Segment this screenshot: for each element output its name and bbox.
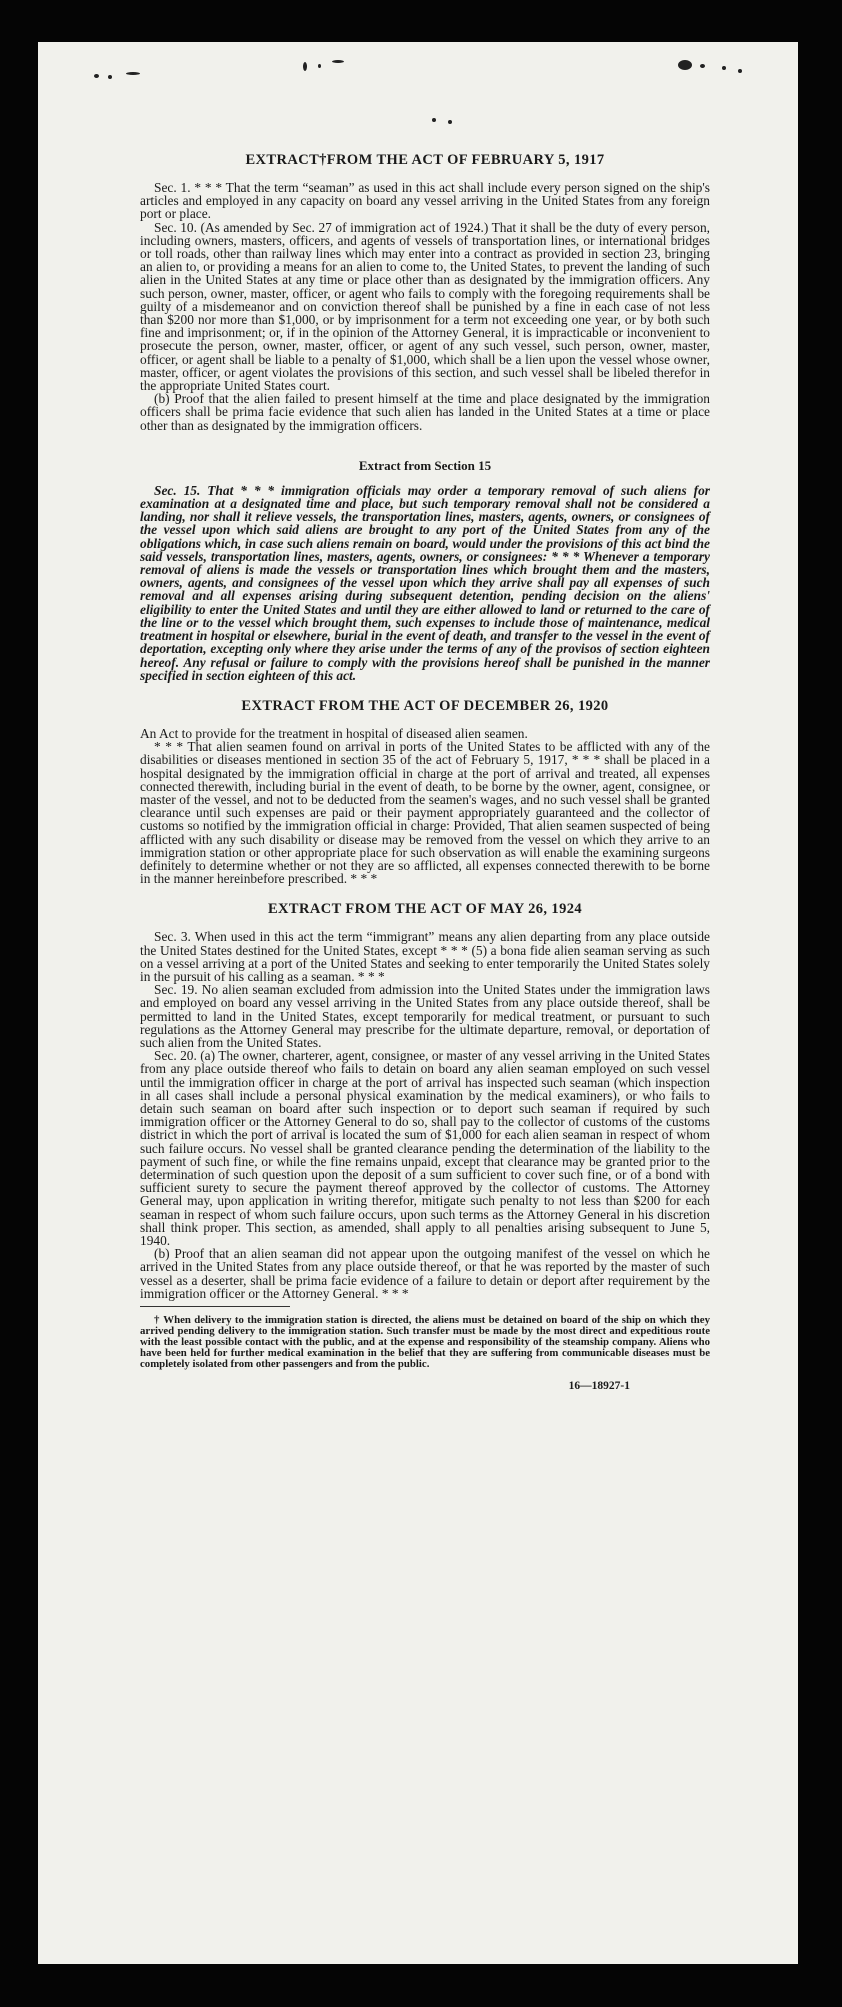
paragraph-sec-10: Sec. 10. (As amended by Sec. 27 of immigration act of 1924.) That it shall be the duty of every person, including owners, masters, officers, and agents of vessels of transportation lines, or international bridges or toll roads, other than railway lines which may enter into a contract as provided in section 23, bringing an alien to, or providing a means for an alien to come to, the United States, to prevent the landing of such alien in the United States at any time or place other than as designated by the immigration officers. Any such person, owner, master, officer, or agent who fails to comply with the foregoing requirements shall be guilty of a misdemeanor and on conviction thereof shall be punished by a fine in each case of not less than $200 nor more than $1,000, or by imprisonment for a term not exceeding one year, or by both such fine and imprisonment; or, if in the opinion of the Attorney General, it is impracticable or inconvenient to prosecute the person, owner, master, officer, or agent of any such vessel, such person, owner, master, officer, or agent shall be liable to a penalty of $1,000, which shall be a lien upon the vessel whose owner, master, officer, or agent violates the provisions of this section, and such vessel shall be libeled therefor in the appropriate United States court. <box>140 219 710 394</box>
scan-speck <box>700 64 705 68</box>
paragraph-sec-20-a: Sec. 20. (a) The owner, charterer, agent, consignee, or master of any vessel arriving in the United States from any place outside thereof who fails to detain on board any alien seaman employed on such vessel until the immigration officer in charge at the port of arrival has inspected such seaman (which inspection in all cases shall include a personal physical examination by the medical examiners), or who fails to detain such seaman on board after such inspection or to deport such seaman if required by such immigration officer or the Attorney General to do so, shall pay to the collector of customs of the customs district in which the port of arrival is located the sum of $1,000 for each alien seaman in respect of whom such failure occurs. No vessel shall be granted clearance pending the determination of the liability to the payment of such fine, or while the fine remains unpaid, except that clearance may be granted prior to the determination of such question upon the deposit of a sum sufficient to cover such fine, or of a bond with sufficient surety to secure the payment thereof approved by the collector of customs. The Attorney General may, upon application in writing therefor, mitigate such penalty to not less than $200 for each seaman in respect of whom such failure occurs, upon such terms as the Attorney General in his discretion shall think proper. This section, as amended, shall apply to all penalties arising subsequent to June 5, 1940. <box>140 1048 710 1249</box>
scan-speck <box>738 69 742 73</box>
document-body <box>140 152 710 1392</box>
paragraph-act-title: An Act to provide for the treatment in hospital of diseased alien seamen. <box>140 725 528 741</box>
scan-speck <box>332 60 344 63</box>
scan-speck <box>722 66 726 70</box>
scan-speck <box>126 72 140 75</box>
footnote <box>140 1315 710 1370</box>
scan-speck <box>303 62 307 71</box>
paragraph-sec-20-b: (b) Proof that an alien seaman did not appear upon the outgoing manifest of the vessel on which he arrived in the United States from any place outside thereof, or that he was reported by the master of such vessel as a deserter, shall be prima facie evidence of a failure to detain or deport after requirement by the immigration officer or the Attorney General. * * * <box>140 1246 710 1301</box>
paragraph-sec-10-b: (b) Proof that the alien failed to present himself at the time and place designated by the immigration officers shall be prima facie evidence that such alien has landed in the United States at a time or place other than as designated by the immigration officers. <box>140 391 710 433</box>
footnote-text: † When delivery to the immigration station is directed, the aliens must be detained on board of the ship on which they arrived pending delivery to the immigration station. Such transfer must be made by the most direct and expeditious route with the least possible contact with the public, and at the expense and responsibility of the steamship company. Aliens who have been held for further medical examination in the belief that they are suffering from communicable diseases must be completely isolated from other passengers and from the public. <box>140 1314 710 1371</box>
scan-speck <box>318 64 321 68</box>
paragraph-hospital-treatment: * * * That alien seamen found on arrival in ports of the United States to be afflicted with any of the disabilities or diseases mentioned in section 35 of the act of February 5, 1917, * * * shall be placed in a hospital designated by the immigration official in charge at the port of arrival and treated, all expenses connected therewith, including burial in the event of death, to be borne by the owner, agent, consignee, or master of the vessel, and not to be deducted from the seamen's wages, and no such vessel shall be granted clearance until such expenses are paid or their payment appropriately guaranteed and the collector of customs so notified by the immigration official in charge: Provided, That alien seamen suspected of being afflicted with any such disability or disease may be removed from the vessel on which they arrive to an immigration station or other appropriate place for such observation as will enable the examining surgeons definitely to determine whether or not they are so afflicted, all expenses connected therewith to be borne in the manner hereinbefore prescribed. * * * <box>140 739 710 887</box>
scan-speck <box>108 75 112 79</box>
paragraph-sec-15: Sec. 15. That * * * immigration officials may order a temporary removal of such aliens for examination at a designated time and place, but such temporary removal shall not be considered a landing, nor shall it relieve vessels, the transportation lines, masters, agents, owners, or consignees of the vessel upon which said aliens are brought to any port of the United States from any of the obligations which, in case such aliens remain on board, would under the provisions of this act bind the said vessels, transportation lines, masters, agents, owners, or consignees: * * * Whenever a temporary removal of aliens is made the vessels or transportation lines which brought them and the masters, owners, agents, and consignees of the vessel upon which they arrive shall pay all expenses of such removal and all expenses arising during subsequent detention, pending decision on the aliens' eligibility to enter the United States and until they are either allowed to land or returned to the care of the line or to the vessel which brought them, such expenses to include those of maintenance, medical treatment in hospital or elsewhere, burial in the event of death, and transfer to the vessel in the event of deportation, excepting only where they arise under the terms of any of the provisos of section eighteen hereof. Any refusal or failure to comply with the provisions hereof shall be punished in the manner specified in section eighteen of this act. <box>140 482 710 683</box>
paragraph-sec-3: Sec. 3. When used in this act the term “immigrant” means any alien departing from any place outside the United States destined for the United States, except * * * (5) a bona fide alien seaman serving as such on a vessel arriving at a port of the United States and seeking to enter temporarily the United States solely in the pursuit of his calling as a seaman. * * * <box>140 929 710 984</box>
scan-speck <box>432 118 436 122</box>
scan-speck <box>678 60 692 70</box>
scan-speck <box>448 120 452 124</box>
form-code: 16—18927-1 <box>568 1380 630 1393</box>
heading-section-15: Extract from Section 15 <box>358 457 492 473</box>
heading-act-1924: EXTRACT FROM THE ACT OF MAY 26, 1924 <box>267 901 583 918</box>
paragraph-sec-1: Sec. 1. * * * That the term “seaman” as used in this act shall include every person signed on the ship's articles and employed in any capacity on board any vessel arriving in the United States from any foreign port or place. <box>140 180 710 222</box>
document-page <box>38 42 798 1964</box>
heading-act-1917: EXTRACT†FROM THE ACT OF FEBRUARY 5, 1917 <box>245 152 605 168</box>
heading-act-1920: EXTRACT FROM THE ACT OF DECEMBER 26, 1920 <box>241 697 609 714</box>
footnote-divider <box>140 1306 290 1307</box>
scan-speck <box>94 74 99 78</box>
paragraph-sec-19: Sec. 19. No alien seaman excluded from admission into the United States under the immigration laws and employed on board any vessel arriving in the United States from any place outside thereof, shall be permitted to land in the United States, except temporarily for medical treatment, or pursuant to such regulations as the Attorney General may prescribe for the ultimate departure, removal, or deportation of such alien from the United States. <box>140 982 710 1050</box>
